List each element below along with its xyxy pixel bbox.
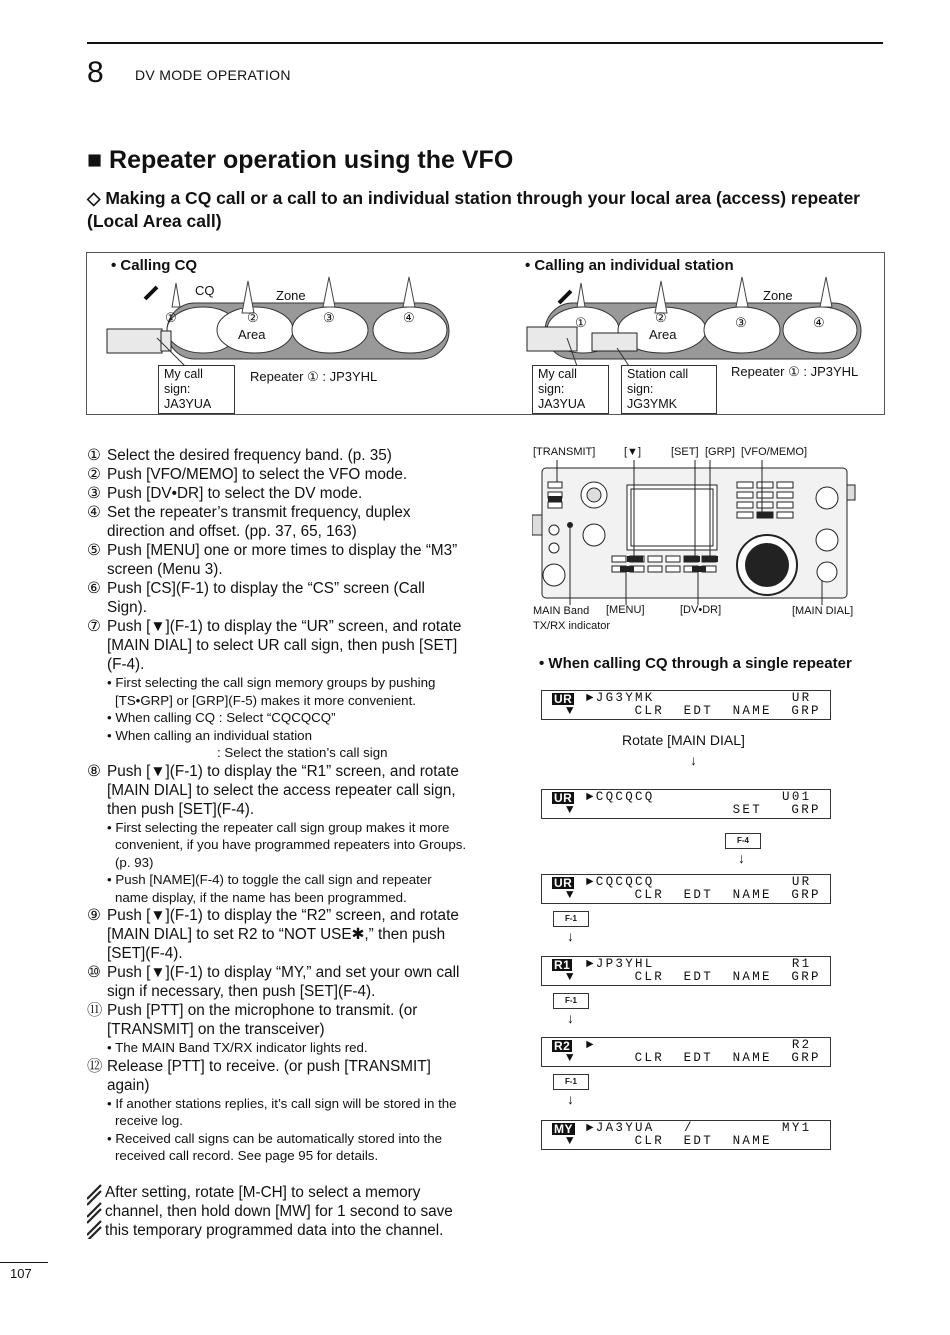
- station-call-sign-value: JG3YMK: [627, 397, 678, 411]
- my-call-sign-box: [158, 365, 235, 414]
- grp-key-label: [GRP]: [705, 446, 735, 458]
- repeater-number-1: ①: [165, 310, 177, 325]
- f4-key[interactable]: F-4: [725, 833, 761, 849]
- step-list: [87, 446, 467, 1165]
- lcd-line-2: ▼ CLR EDT NAME GRP: [566, 970, 821, 984]
- lcd-tag: R2: [554, 1039, 571, 1053]
- vfo-memo-label: [VFO/MEMO]: [741, 446, 807, 458]
- rotate-main-dial-label: Rotate [MAIN DIAL]: [622, 732, 745, 748]
- set-key-label: [SET]: [671, 446, 699, 458]
- lcd-tag: UR: [554, 692, 573, 706]
- my-call-sign-label-right: My call sign:: [538, 367, 577, 396]
- step-7-bullet-3-cont: : Select the station’s call sign: [217, 745, 388, 760]
- lcd-screen-ur-2: [541, 789, 831, 819]
- lcd-screen-ur-3: [541, 874, 831, 904]
- lcd-line-1: ►JG3YMK UR: [586, 691, 812, 705]
- lcd-line-1: ►CQCQCQ U01: [586, 790, 812, 804]
- repeater-label-right: Repeater ① : JP3YHL: [731, 364, 859, 379]
- lcd-tag: MY: [554, 1122, 573, 1136]
- down-arrow-1: ↓: [690, 752, 697, 768]
- down-arrow-2: ↓: [738, 850, 745, 866]
- section-title: ■ Repeater operation using the VFO: [87, 146, 514, 174]
- lcd-screen-ur-1: [541, 690, 831, 720]
- step-1: ① Select the desired frequency band. (p. 35): [87, 447, 392, 464]
- repeater-number-3-right: ③: [735, 315, 747, 330]
- down-arrow-5: ↓: [567, 1091, 574, 1107]
- zone-label-right: Zone: [763, 288, 793, 303]
- repeater-number-3: ③: [323, 310, 335, 325]
- f1-key-2[interactable]: F-1: [553, 993, 589, 1009]
- lcd-line-1: ► R2: [586, 1038, 812, 1052]
- dv-dr-key-label: [DV•DR]: [680, 604, 722, 616]
- down-arrow-4: ↓: [567, 1010, 574, 1026]
- calling-individual-heading: • Calling an individual station: [525, 257, 734, 274]
- lcd-tag: UR: [554, 791, 573, 805]
- down-arrow-3: ↓: [567, 928, 574, 944]
- step-7: ⑦ Push [▼](F-1) to display the “UR” screen, and rotate [MAIN DIAL] to select UR call sign, then push [SET] (F-4).: [87, 618, 462, 673]
- step-8: ⑧ Push [▼](F-1) to display the “R1” screen, and rotate [MAIN DIAL] to select the access repeater call sign, then push [SET](F-4).: [87, 762, 459, 818]
- main-dial-label: [MAIN DIAL]: [792, 605, 854, 617]
- step-12-bullet-1: • If another stations replies, it’s call sign will be stored in the receive log.: [107, 1095, 457, 1128]
- repeater-number-4-right: ④: [813, 315, 825, 330]
- step-3: ③ Push [DV•DR] to select the DV mode.: [87, 485, 363, 502]
- header-rule: [87, 42, 883, 44]
- step-6: ⑥ Push [CS](F-1) to display the “CS” screen (Call Sign).: [87, 580, 425, 616]
- step-5: ⑤ Push [MENU] one or more times to display the “M3” screen (Menu 3).: [87, 542, 458, 578]
- step-11-bullet-1: • The MAIN Band TX/RX indicator lights red.: [107, 1040, 368, 1055]
- transmit-label: [TRANSMIT]: [533, 446, 596, 458]
- repeater-number-1-right: ①: [575, 315, 587, 330]
- lcd-line-2: ▼ CLR EDT NAME GRP: [566, 1051, 821, 1065]
- step-7-bullet-2: • When calling CQ : Select “CQCQCQ”: [107, 710, 336, 725]
- my-call-sign-value-right: JA3YUA: [538, 397, 586, 411]
- lcd-line-1: ►JP3YHL R1: [586, 957, 812, 971]
- step-4: ④ Set the repeater’s transmit frequency, duplex direction and offset. (pp. 37, 65, 163): [87, 504, 411, 540]
- step-12-bullet-2: • Received call signs can be automatically stored into the received call record. See page 95 for details.: [107, 1130, 443, 1163]
- zone-label: Zone: [276, 288, 306, 303]
- transceiver-front-panel: [532, 460, 857, 605]
- step-8-bullet-1: • First selecting the repeater call sign group makes it more convenient, if you have programmed repeaters into Groups. (p. 93): [107, 819, 467, 870]
- section-subtitle: ◇ Making a CQ call or a call to an individual station through your local area (access) repeater (Local Area call): [87, 188, 860, 231]
- step-10: ⑩ Push [▼](F-1) to display “MY,” and set your own call sign if necessary, then push [SET](F-4).: [87, 964, 460, 1000]
- lcd-screen-r2: [541, 1037, 831, 1067]
- main-band-indicator-label: MAIN Band TX/RX indicator: [533, 605, 611, 632]
- page-number-rule: [0, 1262, 48, 1263]
- step-12: ⑫ Release [PTT] to receive. (or push [TRANSMIT] again): [87, 1057, 431, 1094]
- station-call-sign-label: Station call sign:: [627, 367, 689, 396]
- area-label: Area: [238, 327, 266, 342]
- lcd-line-2: ▼ SET GRP: [566, 803, 821, 817]
- lcd-tag: UR: [554, 876, 573, 890]
- lcd-line-2: ▼ CLR EDT NAME: [566, 1134, 772, 1148]
- down-key-label: [▼]: [624, 446, 641, 458]
- step-7-bullet-3: • When calling an individual station: [107, 727, 312, 743]
- step-7-bullet-1: • First selecting the call sign memory groups by pushing [TS•GRP] or [GRP](F-5) makes it more convenient.: [107, 675, 436, 708]
- lcd-line-2: ▼ CLR EDT NAME GRP: [566, 704, 821, 718]
- lcd-line-2: ▼ CLR EDT NAME GRP: [566, 888, 821, 902]
- page-number: 107: [10, 1266, 32, 1281]
- zone-diagram: [86, 252, 885, 415]
- station-call-sign-box: [621, 365, 717, 414]
- chapter-title: DV MODE OPERATION: [135, 67, 291, 83]
- step-11: ⑪ Push [PTT] on the microphone to transmit. (or [TRANSMIT] on the transceiver): [87, 1002, 418, 1038]
- repeater-label: Repeater ① : JP3YHL: [250, 369, 378, 384]
- repeater-number-4: ④: [403, 310, 415, 325]
- lcd-line-1: ►JA3YUA / MY1: [586, 1121, 812, 1135]
- step-2: ② Push [VFO/MEMO] to select the VFO mode.: [87, 466, 408, 483]
- my-call-sign-value: JA3YUA: [164, 397, 212, 411]
- my-call-sign-label: My call sign:: [164, 367, 203, 396]
- menu-key-label: [MENU]: [606, 604, 645, 616]
- repeater-number-2-right: ②: [655, 310, 667, 325]
- lcd-screen-my: [541, 1120, 831, 1150]
- f1-key-1[interactable]: F-1: [553, 911, 589, 927]
- cq-label: CQ: [195, 283, 215, 298]
- lcd-tag: R1: [554, 958, 571, 972]
- my-call-sign-box-right: [532, 365, 609, 414]
- lcd-screen-r1: [541, 956, 831, 986]
- note-text: After setting, rotate [M-CH] to select a memory channel, then hold down [MW] for 1 second to save this temporary programmed data into the channel.: [105, 1184, 453, 1239]
- step-9: ⑨ Push [▼](F-1) to display the “R2” screen, and rotate [MAIN DIAL] to set R2 to “NOT USE✱,” then push [SET](F-4).: [87, 907, 459, 962]
- area-label-right: Area: [649, 327, 677, 342]
- calling-cq-heading: • Calling CQ: [111, 257, 198, 274]
- lcd-line-1: ►CQCQCQ UR: [586, 875, 812, 889]
- repeater-number-2: ②: [247, 310, 259, 325]
- f1-key-3[interactable]: F-1: [553, 1074, 589, 1090]
- chapter-number: 8: [87, 56, 104, 89]
- single-repeater-heading: • When calling CQ through a single repeater: [539, 655, 852, 672]
- step-8-bullet-2: • Push [NAME](F-4) to toggle the call sign and repeater name display, if the name has been programmed.: [107, 872, 432, 905]
